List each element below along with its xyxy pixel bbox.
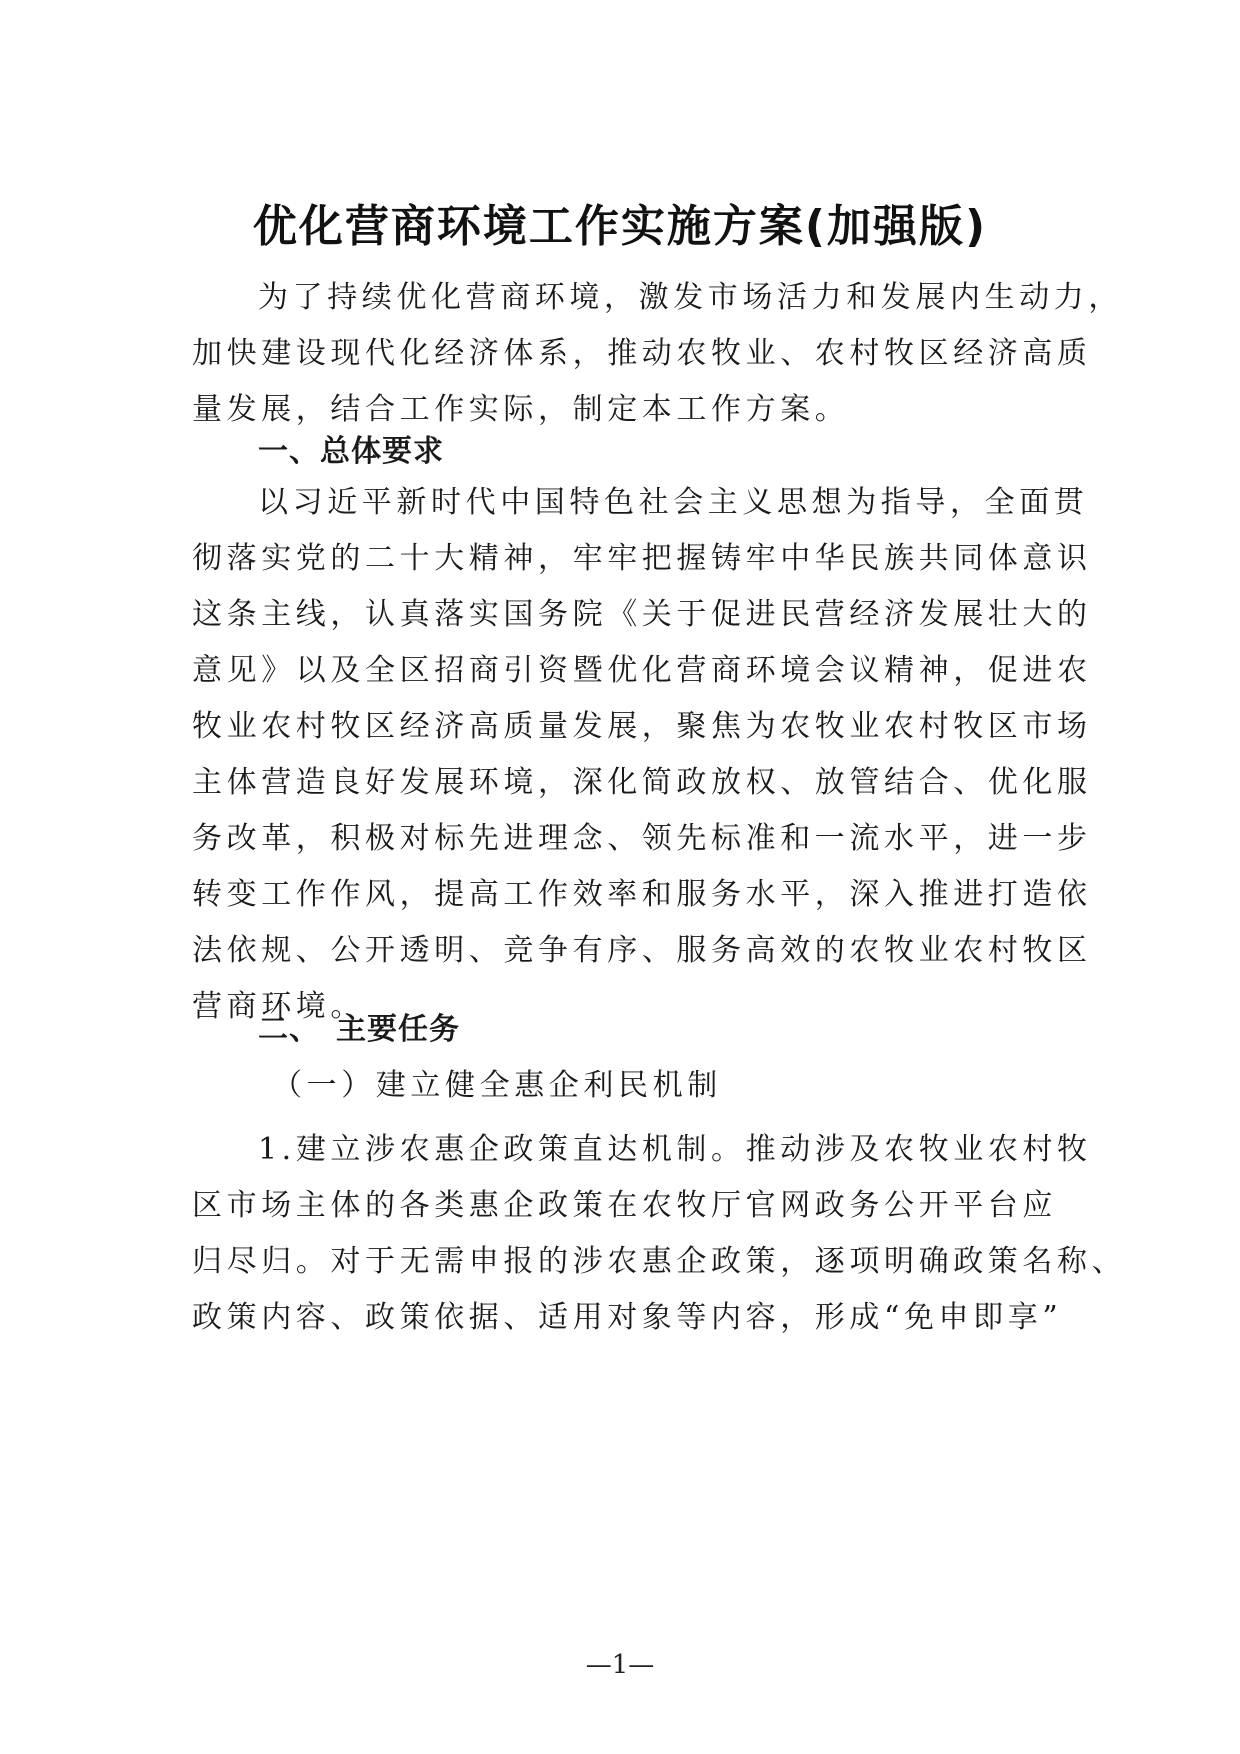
intro-line: 量发展，结合工作实际，制定本工作方案。 xyxy=(192,392,850,427)
intro-paragraph xyxy=(192,270,1123,438)
section-1-paragraph xyxy=(192,475,1092,1035)
section-main-tasks xyxy=(192,1002,1054,1114)
section-heading: 二、 主要任务 xyxy=(258,1012,460,1047)
paragraph-line: 这条主线，认真落实国务院《关于促进民营经济发展壮大的 xyxy=(192,597,1092,632)
paragraph-line: 以习近平新时代中国特色社会主义思想为指导，全面贯 xyxy=(258,485,1089,520)
section-2-paragraph xyxy=(192,1122,1127,1346)
section-heading: 一、总体要求 xyxy=(258,434,444,469)
paragraph-line: 主体营造良好发展环境，深化简政放权、放管结合、优化服 xyxy=(192,765,1092,800)
paragraph-line: 意见》以及全区招商引资暨优化营商环境会议精神，促进农 xyxy=(192,653,1092,688)
paragraph-line: 务改革，积极对标先进理念、领先标准和一流水平，进一步 xyxy=(192,821,1092,856)
paragraph-line: 牧业农村牧区经济高质量发展，聚焦为农牧业农村牧区市场 xyxy=(192,709,1092,744)
intro-line: 加快建设现代化经济体系，推动农牧业、农村牧区经济高质 xyxy=(192,336,1092,371)
paragraph-line: 法依规、公开透明、竞争有序、服务高效的农牧业农村牧区 xyxy=(192,933,1092,968)
intro-line: 为了持续优化营商环境，激发市场活力和发展内生动力， xyxy=(258,280,1123,315)
paragraph-line: 营商环境。 xyxy=(192,989,365,1024)
paragraph-line: 归尽归。对于无需申报的涉农惠企政策，逐项明确政策名称、 xyxy=(192,1244,1127,1279)
paragraph-line: 转变工作作风，提高工作效率和服务水平，深入推进打造依 xyxy=(192,877,1092,912)
document-title: 优化营商环境工作实施方案(加强版) xyxy=(252,201,988,252)
paragraph-line: 区市场主体的各类惠企政策在农牧厅官网政务公开平台应 xyxy=(192,1188,1057,1223)
paragraph-line: 1.建立涉农惠企政策直达机制。推动涉及农牧业农村牧 xyxy=(258,1132,1092,1167)
paragraph-line: 彻落实党的二十大精神，牢牢把握铸牢中华民族共同体意识 xyxy=(192,541,1092,576)
paragraph-line: 政策内容、政策依据、适用对象等内容，形成“免申即享” xyxy=(192,1300,1063,1335)
sub-heading: （一）建立健全惠企利民机制 xyxy=(272,1068,722,1103)
section-general-requirements xyxy=(192,424,1054,480)
page-number: —1— xyxy=(585,1650,655,1680)
